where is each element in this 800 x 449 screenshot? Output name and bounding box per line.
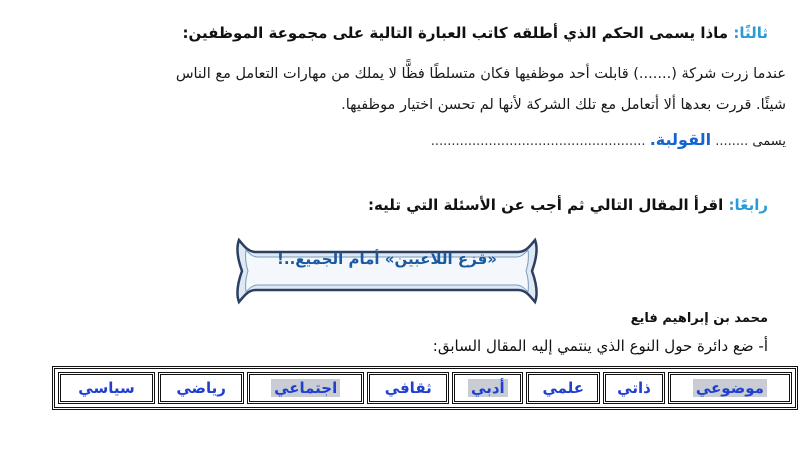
option-label: ثقافي xyxy=(384,379,432,397)
option-cell[interactable] xyxy=(526,372,600,404)
option-label: أدبي xyxy=(468,379,508,397)
author-name: محمد بن إبراهيم فايع xyxy=(630,311,768,326)
option-cell[interactable] xyxy=(247,372,364,404)
section4-number: رابعًا xyxy=(734,196,768,214)
option-label: موضوعي xyxy=(693,379,767,397)
answer-dots-1: ........ xyxy=(715,134,749,149)
article-title: «قزع اللاعبين» أمام الجميع..! xyxy=(277,250,497,268)
answer-text: القولبة. xyxy=(649,130,712,149)
option-cell[interactable] xyxy=(58,372,155,404)
option-label: ذاتي xyxy=(617,379,651,397)
section3-question: ماذا يسمى الحكم الذي أطلقه كاتب العبارة التالية على مجموعة الموظفين: xyxy=(182,24,729,42)
option-cell[interactable] xyxy=(603,372,665,404)
option-label: علمي xyxy=(542,379,585,397)
option-label: سياسي xyxy=(78,379,135,397)
colon-mark: : xyxy=(728,196,735,214)
option-cell[interactable] xyxy=(367,372,449,404)
option-label: رياضي xyxy=(176,379,226,397)
answer-prefix: يسمى xyxy=(752,134,786,149)
option-label: اجتماعي xyxy=(271,379,340,397)
answer-dots-2: .................................................... xyxy=(430,134,646,149)
colon-mark: : xyxy=(733,24,740,42)
option-cell[interactable] xyxy=(452,372,523,404)
answer-line xyxy=(431,130,786,149)
options-row xyxy=(58,372,792,404)
article-title-banner xyxy=(232,236,542,306)
section3-paragraph-line2: شيئًا. قررت بعدها ألا أتعامل مع تلك الشركة لأنها لم تحسن اختيار موظفيها. xyxy=(341,97,786,113)
option-cell[interactable] xyxy=(668,372,792,404)
section4-heading xyxy=(368,196,768,214)
section3-number: ثالثًا xyxy=(739,24,768,42)
section3-paragraph-line1: عندما زرت شركة (.......) قابلت أحد موظفيها فكان متسلطًا فظًّا لا يملك من مهارات التعامل مع الناس xyxy=(175,66,786,82)
section4-instruction: اقرأ المقال التالي ثم أجب عن الأسئلة التي تليه: xyxy=(368,196,724,214)
section3-heading xyxy=(182,24,768,42)
options-table xyxy=(52,366,798,410)
question-a: أ- ضع دائرة حول النوع الذي ينتمي إليه المقال السابق: xyxy=(432,337,768,355)
option-cell[interactable] xyxy=(158,372,244,404)
